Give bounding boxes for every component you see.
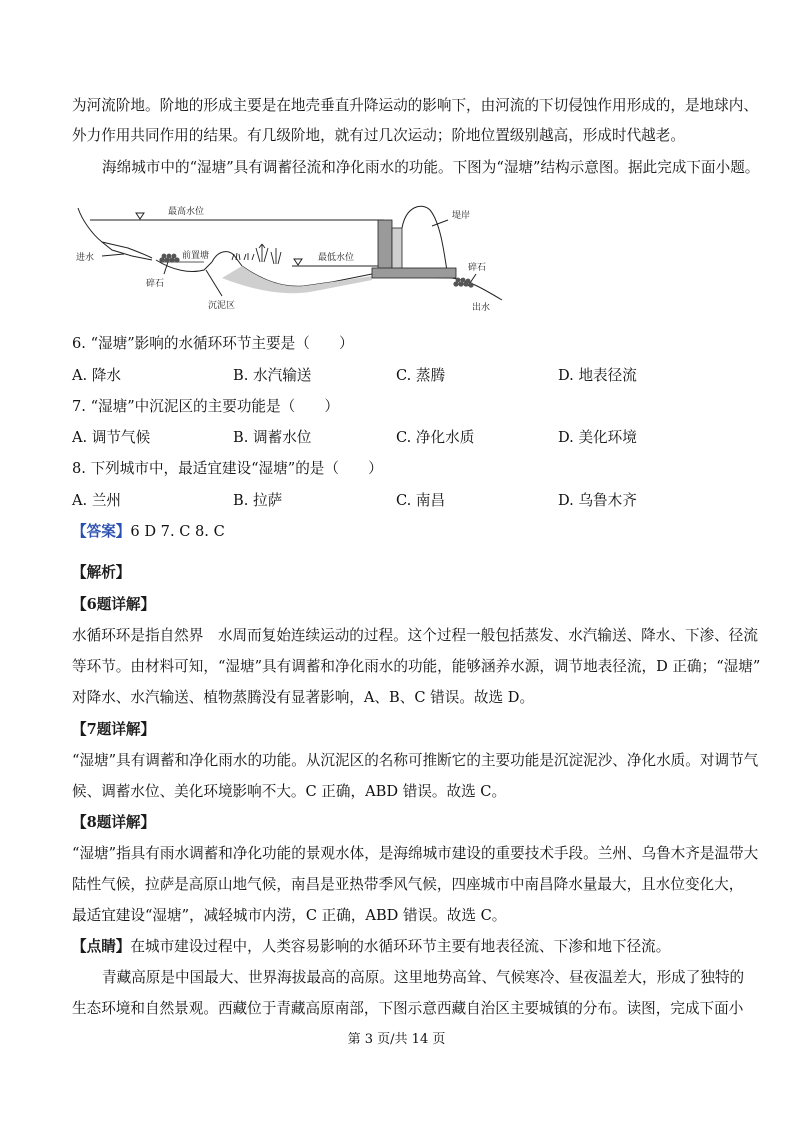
intro-line-2: 外力作用共同作用的结果。有几级阶地，就有过几次运动；阶地位置级别越高，形成时代越老。	[72, 127, 685, 144]
question-7-stem: 7. “湿塘”中沉泥区的主要功能是（ ）	[72, 398, 339, 415]
detail-6-line-2: 等环节。由材料可知，“湿塘”具有调蓄和净化雨水的功能，能够涵养水源，调节地表径流，D 正确；“湿塘”	[72, 658, 761, 675]
intro-line-1: 为河流阶地。阶地的形成主要是在地壳垂直升降运动的影响下，由河流的下切侵蚀作用形成的，是地球内、	[72, 97, 758, 114]
detail-8-line-2: 陆性气候，拉萨是高原山地气候，南昌是亚热带季风气候，四座城市中南昌降水量最大，且水位变化大，	[72, 876, 744, 893]
label-embankment: 堤岸	[452, 211, 471, 221]
q7-option-b: B. 调蓄水位	[233, 429, 312, 446]
answer-text: 6 D 7. C 8. C	[130, 523, 225, 540]
gravel-right-stones	[453, 278, 473, 288]
tip-row	[72, 937, 670, 957]
gravel-left-stones	[159, 254, 179, 263]
detail-8-line-3: 最适宜建设“湿塘”，减轻城市内涝，C 正确，ABD 错误。故选 C。	[72, 907, 507, 924]
label-sediment: 沉泥区	[208, 301, 236, 311]
label-forebay: 前置塘	[182, 251, 210, 261]
wet-pond-diagram	[72, 200, 512, 322]
detail-6-line-3: 对降水、水汽输送、植物蒸腾没有显著影响，A、B、C 错误。故选 D。	[72, 689, 535, 706]
q8-option-d: D. 乌鲁木齐	[558, 492, 637, 509]
page-number: 第 3 页/共 14 页	[347, 1032, 446, 1047]
q8-option-b: B. 拉萨	[233, 492, 283, 509]
label-min-water: 最低水位	[318, 253, 355, 263]
intro-line-3: 海绵城市中的“湿塘”具有调蓄径流和净化雨水的功能。下图为“湿塘”结构示意图。据此完成下面小题。	[102, 159, 760, 176]
min-water-marker	[294, 259, 302, 265]
next-passage-line-2: 生态环境和自然景观。西藏位于青藏高原南部，下图示意西藏自治区主要城镇的分布。读图，完成下面小	[72, 1000, 744, 1017]
q8-option-c: C. 南昌	[396, 492, 446, 509]
next-passage-line-1: 青藏高原是中国最大、世界海拔最高的高原。这里地势高耸、气候寒冷、昼夜温差大，形成了独特的	[102, 969, 745, 986]
detail-7-line-1: “湿塘”具有调蓄和净化雨水的功能。从沉泥区的名称可推断它的主要功能是沉淀泥沙、净化水质。对调节气	[72, 752, 759, 769]
analysis-label: 【解析】	[72, 564, 131, 581]
detail-8-line-1: “湿塘”指具有雨水调蓄和净化功能的景观水体，是海绵城市建设的重要技术手段。兰州、乌鲁木齐是温带大	[72, 845, 759, 862]
outlet-pipe	[372, 268, 456, 278]
answer-label: 【答案】	[72, 523, 131, 540]
q6-option-a: A. 降水	[72, 367, 122, 384]
label-gravel-right: 碎石	[468, 263, 487, 273]
question-6-stem: 6. “湿塘”影响的水循环环节主要是（ ）	[72, 335, 354, 352]
detail-8-title: 【8题详解】	[72, 814, 156, 831]
question-8-stem: 8. 下列城市中，最适宜建设“湿塘”的是（ ）	[72, 460, 383, 477]
embankment-hill	[402, 206, 448, 278]
wet-pond-structure-figure	[72, 200, 512, 318]
max-water-marker	[136, 213, 144, 219]
q7-option-d: D. 美化环境	[558, 429, 637, 446]
q7-option-c: C. 净化水质	[396, 429, 475, 446]
sediment-zone	[222, 266, 372, 293]
q7-option-a: A. 调节气候	[72, 429, 151, 446]
detail-7-line-2: 候、调蓄水位、美化环境影响不大。C 正确，ABD 错误。故选 C。	[72, 783, 507, 800]
q6-option-c: C. 蒸腾	[396, 367, 446, 384]
answer-row	[72, 522, 225, 542]
label-gravel-left: 碎石	[146, 279, 165, 289]
detail-6-title: 【6题详解】	[72, 596, 156, 613]
inlet-channel	[102, 242, 152, 260]
q6-option-b: B. 水汽输送	[233, 367, 312, 384]
label-outflow: 出水	[472, 303, 491, 313]
tip-label: 【点睛】	[72, 938, 131, 955]
wetland-plants	[232, 244, 281, 264]
separation-mound	[212, 252, 242, 266]
right-ground	[372, 276, 502, 300]
q6-option-d: D. 地表径流	[558, 367, 637, 384]
q8-option-a: A. 兰州	[72, 492, 122, 509]
tip-text: 在城市建设过程中，人类容易影响的水循环环节主要有地表径流、下渗和地下径流。	[130, 938, 671, 955]
detail-6-line-1: 水循环环是指自然界 水周而复始连续运动的过程。这个过程一般包括蒸发、水汽输送、降水、下渗、径流	[72, 627, 758, 644]
detail-7-title: 【7题详解】	[72, 721, 156, 738]
label-max-water: 最高水位	[168, 207, 205, 217]
label-inflow: 进水	[76, 253, 95, 263]
